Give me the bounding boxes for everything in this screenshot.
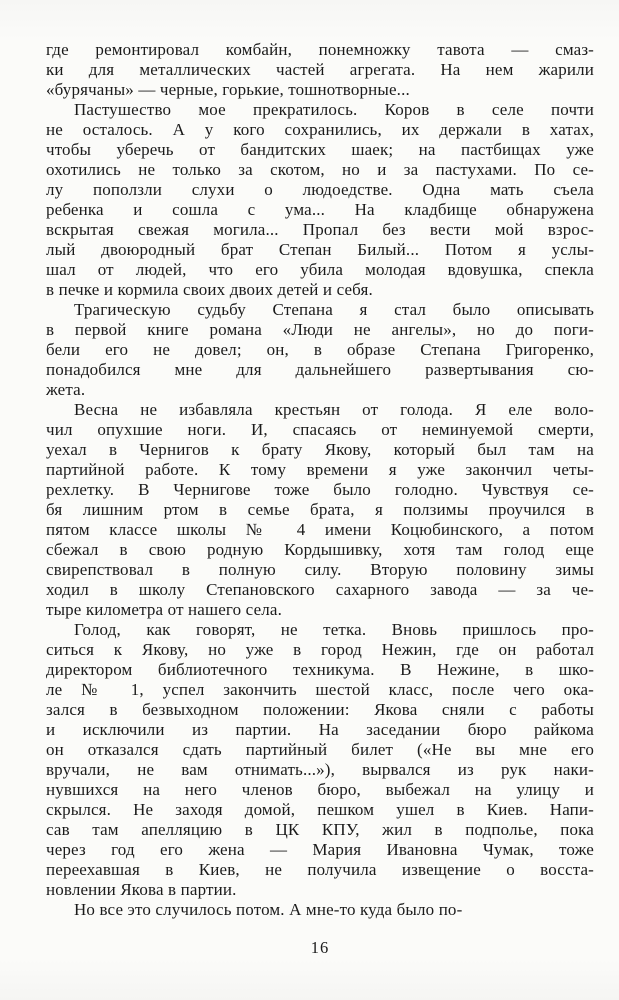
text-line: ребенка и сошла с ума... На кладбище обнаружена: [46, 200, 594, 219]
text-line: тыре километра от нашего села.: [46, 600, 283, 619]
text-line: он отказался сдать партийный билет («Не вы мне его: [46, 740, 594, 759]
text-line: свирепствовал в полную силу. Вторую половину зимы: [46, 560, 594, 579]
paragraph: [46, 900, 594, 920]
text-line: директором библиотечного техникума. В Нежине, в шко-: [46, 660, 594, 679]
text-line: вручали, не вам отнимать...»), вырвался из рук наки-: [46, 760, 594, 779]
text-line: бели его не довел; он, в образе Степана Григоренко,: [46, 340, 594, 359]
text-line: уехал в Чернигов к брату Якову, который был там на: [46, 440, 594, 459]
paragraph: [46, 400, 594, 620]
paragraph: [46, 620, 594, 900]
text-line: скрылся. Не заходя домой, пешком ушел в Киев. Напи-: [46, 800, 594, 819]
text-line: ле № 1, успел закончить шестой класс, после чего ока-: [46, 680, 594, 699]
text-line: вскрытая свежая могила... Пропал без вести мой взрос-: [46, 220, 594, 239]
text-line: охотились не только за скотом, но и за пастухами. По се-: [46, 160, 594, 179]
text-line: и исключили из партии. На заседании бюро райкома: [46, 720, 594, 739]
paragraph: [46, 40, 594, 100]
text-line: лу поползли слухи о людоедстве. Одна мать съела: [46, 180, 594, 199]
text-line: шал от людей, что его убила молодая вдовушка, спекла: [46, 260, 594, 279]
text-line: Пастушество мое прекратилось. Коров в селе почти: [74, 100, 594, 119]
text-line: «бурячаны» — черные, горькие, тошнотворные...: [46, 80, 410, 99]
text-line: пятом классе школы № 4 имени Коцюбинского, а потом: [46, 520, 594, 539]
text-line: зался в безвыходном положении: Якова сняли с работы: [46, 700, 594, 719]
text-line: через год его жена — Мария Ивановна Чумак, тоже: [46, 840, 594, 859]
text-line: переехавшая в Киев, не получила извещение о восста-: [46, 860, 594, 879]
text-line: партийной работе. К тому времени я уже закончил четы-: [46, 460, 594, 479]
text-line: чил опухшие ноги. И, спасаясь от неминуемой смерти,: [46, 420, 594, 439]
text-line: ки для металлических частей агрегата. На нем жарили: [46, 60, 594, 79]
text-line: Голод, как говорят, не тетка. Вновь пришлось про-: [74, 620, 594, 639]
text-line: чтобы уберечь от бандитских шаек; на пастбищах уже: [46, 140, 594, 159]
text-line: где ремонтировал комбайн, понемножку тавота — смаз-: [46, 40, 594, 59]
paragraph: [46, 100, 594, 300]
text-line: не осталось. А у кого сохранились, их держали в хатах,: [46, 120, 594, 139]
text-line: сбежал в свою родную Кордышивку, хотя там голод еще: [46, 540, 594, 559]
text-line: ситься к Якову, но уже в город Нежин, где он работал: [46, 640, 594, 659]
text-block: [46, 40, 594, 920]
text-line: понадобился мне для дальнейшего развертывания сю-: [46, 360, 594, 379]
text-line: жета.: [46, 380, 86, 399]
text-line: Весна не избавляла крестьян от голода. Я еле воло-: [74, 400, 594, 419]
text-line: лый двоюродный брат Степан Билый... Потом я услы-: [46, 240, 594, 259]
page-number: 16: [310, 938, 330, 957]
text-line: рехлетку. В Чернигове тоже было голодно. Чувствуя се-: [46, 480, 594, 499]
text-line: Но все это случилось потом. А мне-то куда было по-: [74, 900, 463, 919]
text-line: нувшихся на него членов бюро, выбежал на улицу и: [46, 780, 594, 799]
text-line: новлении Якова в партии.: [46, 880, 237, 899]
text-line: в первой книге романа «Люди не ангелы», но до поги-: [46, 320, 594, 339]
paragraph: [46, 300, 594, 400]
text-line: бя лишним ртом в семье брата, я ползимы проучился в: [46, 500, 594, 519]
text-line: Трагическую судьбу Степана я стал было описывать: [74, 300, 594, 319]
text-line: сав там апелляцию в ЦК КПУ, жил в подполье, пока: [46, 820, 594, 839]
text-line: ходил в школу Степановского сахарного завода — за че-: [46, 580, 594, 599]
text-line: в печке и кормила своих двоих детей и себя.: [46, 280, 373, 299]
